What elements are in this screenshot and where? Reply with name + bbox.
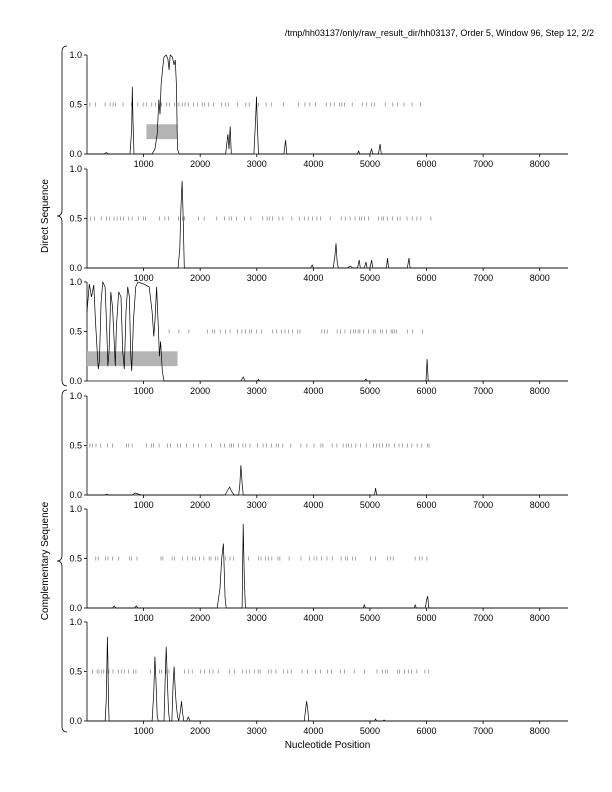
x-tick-label-2-1: 2000 — [190, 273, 211, 283]
x-tick-label-5-6: 7000 — [473, 613, 494, 623]
residue-marks-3 — [169, 330, 422, 334]
x-tick-label-4-1: 2000 — [190, 500, 211, 510]
x-tick-label-3-3: 4000 — [303, 386, 324, 396]
x-tick-label-2-3: 4000 — [303, 273, 324, 283]
x-tick-label-5-4: 5000 — [359, 613, 380, 623]
x-tick-label-3-5: 6000 — [416, 386, 437, 396]
plot-header: /tmp/hh03137/only/raw_result_dir/hh03137, Order 5, Window 96, Step 12, 2/2 — [284, 28, 594, 38]
x-tick-label-4-7: 8000 — [529, 500, 550, 510]
y-tick-label-3-2: 1.0 — [69, 277, 82, 287]
y-tick-label-1-0: 0.0 — [69, 149, 82, 159]
x-tick-label-1-7: 8000 — [529, 159, 550, 169]
x-tick-label-1-2: 3000 — [246, 159, 267, 169]
x-tick-label-2-7: 8000 — [529, 273, 550, 283]
x-tick-label-6-6: 7000 — [473, 726, 494, 736]
series-line-4 — [87, 465, 568, 495]
residue-marks-5 — [96, 557, 427, 561]
x-tick-label-4-5: 6000 — [416, 500, 437, 510]
complementary-brace — [57, 390, 67, 732]
x-tick-label-5-1: 2000 — [190, 613, 211, 623]
y-tick-label-1-1: 0.5 — [69, 99, 82, 110]
x-tick-label-4-3: 4000 — [303, 500, 324, 510]
x-tick-label-3-6: 7000 — [473, 386, 494, 396]
x-tick-label-1-3: 4000 — [303, 159, 324, 169]
x-tick-label-3-2: 3000 — [246, 386, 267, 396]
x-tick-label-2-0: 1000 — [133, 273, 154, 283]
x-tick-label-1-6: 7000 — [473, 159, 494, 169]
series-line-6 — [87, 637, 568, 721]
residue-marks-2 — [91, 217, 431, 221]
x-tick-label-6-5: 6000 — [416, 726, 437, 736]
x-tick-label-1-1: 2000 — [190, 159, 211, 169]
x-tick-label-5-5: 6000 — [416, 613, 437, 623]
x-tick-label-6-1: 2000 — [190, 726, 211, 736]
x-tick-label-6-0: 1000 — [133, 726, 154, 736]
x-tick-label-5-2: 3000 — [246, 613, 267, 623]
x-tick-label-2-2: 3000 — [246, 273, 267, 283]
y-tick-label-6-1: 0.5 — [69, 666, 82, 677]
x-tick-label-1-4: 5000 — [359, 159, 380, 169]
y-tick-label-5-2: 1.0 — [69, 504, 82, 514]
y-tick-label-3-0: 0.0 — [69, 376, 82, 386]
x-tick-label-5-7: 8000 — [529, 613, 550, 623]
y-tick-label-3-1: 0.5 — [69, 326, 82, 337]
residue-marks-1 — [87, 103, 420, 107]
complementary-sequence-label: Complementary Sequence — [40, 501, 51, 621]
x-axis-title: Nucleotide Position — [284, 740, 371, 751]
y-tick-label-4-0: 0.0 — [69, 490, 82, 500]
y-tick-label-4-1: 0.5 — [69, 440, 82, 451]
y-tick-label-5-1: 0.5 — [69, 553, 82, 564]
x-tick-label-4-6: 7000 — [473, 500, 494, 510]
y-tick-label-2-1: 0.5 — [69, 213, 82, 224]
x-tick-label-6-2: 3000 — [246, 726, 267, 736]
residue-marks-4 — [87, 444, 429, 448]
x-tick-label-5-0: 1000 — [133, 613, 154, 623]
y-tick-label-6-0: 0.0 — [69, 716, 82, 726]
direct-sequence-label: Direct Sequence — [40, 179, 51, 253]
y-tick-label-4-2: 1.0 — [69, 391, 82, 401]
residue-marks-6 — [87, 670, 429, 674]
y-tick-label-1-2: 1.0 — [69, 50, 82, 60]
x-tick-label-1-0: 1000 — [133, 159, 154, 169]
y-tick-label-5-0: 0.0 — [69, 603, 82, 613]
x-tick-label-2-5: 6000 — [416, 273, 437, 283]
x-tick-label-4-4: 5000 — [359, 500, 380, 510]
series-line-2 — [87, 181, 568, 268]
x-tick-label-5-3: 4000 — [303, 613, 324, 623]
y-tick-label-2-2: 1.0 — [69, 164, 82, 174]
x-tick-label-3-4: 5000 — [359, 386, 380, 396]
x-tick-label-4-0: 1000 — [133, 500, 154, 510]
y-tick-label-6-2: 1.0 — [69, 617, 82, 627]
x-tick-label-3-7: 8000 — [529, 386, 550, 396]
x-tick-label-6-4: 5000 — [359, 726, 380, 736]
x-tick-label-4-2: 3000 — [246, 500, 267, 510]
x-tick-label-3-1: 2000 — [190, 386, 211, 396]
shade-region-1 — [146, 124, 177, 139]
direct-brace — [57, 46, 67, 386]
x-tick-label-3-0: 1000 — [133, 386, 154, 396]
series-line-5 — [87, 524, 568, 608]
x-tick-label-1-5: 6000 — [416, 159, 437, 169]
x-tick-label-2-4: 5000 — [359, 273, 380, 283]
x-tick-label-2-6: 7000 — [473, 273, 494, 283]
x-tick-label-6-3: 4000 — [303, 726, 324, 736]
y-tick-label-2-0: 0.0 — [69, 263, 82, 273]
x-tick-label-6-7: 8000 — [529, 726, 550, 736]
